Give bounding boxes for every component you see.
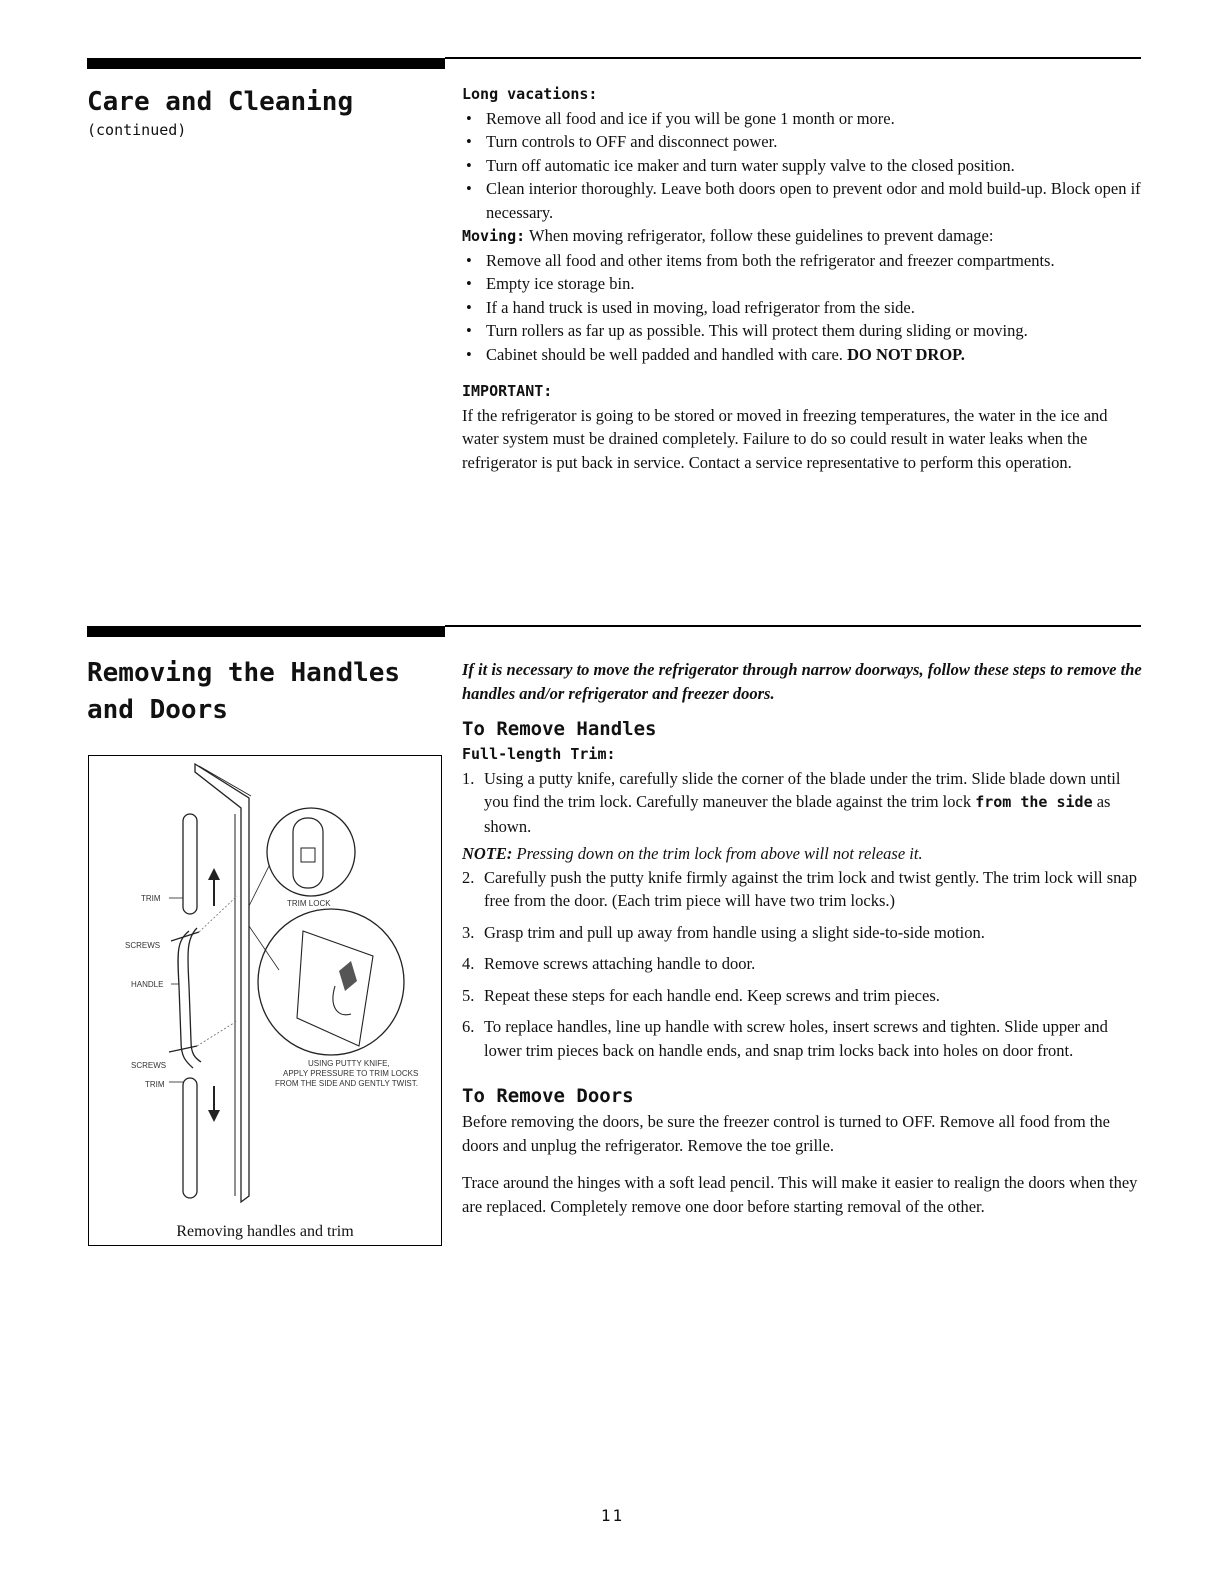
fig-label: APPLY PRESSURE TO TRIM LOCKS <box>283 1069 419 1078</box>
fig-label: FROM THE SIDE AND GENTLY TWIST. <box>275 1079 418 1088</box>
step-text: Repeat these steps for each handle end. Keep screws and trim pieces. <box>484 985 940 1005</box>
step-number: 5. <box>462 985 475 1005</box>
fig-label: TRIM <box>141 894 161 903</box>
title-line: and Doors <box>87 695 228 725</box>
moving-label: Moving: <box>462 227 526 245</box>
note-text: Pressing down on the trim lock from above will not release it. <box>516 844 923 863</box>
handles-column <box>462 658 1146 1218</box>
list-item: • If a hand truck is used in moving, load refrigerator from the side. <box>462 296 1146 320</box>
long-vacations-label: Long vacations: <box>462 85 598 103</box>
section-rule-thick <box>87 626 445 637</box>
step-emphasis: from the side <box>975 793 1093 811</box>
handles-figure <box>88 755 442 1246</box>
list-item: • Turn controls to OFF and disconnect power. <box>462 130 1146 154</box>
section-subtitle: (continued) <box>87 121 187 139</box>
step-text: Using a putty knife, carefully slide the corner of the blade under the trim. Slide blade down until you find the trim lock. Carefully maneuver the blade against the trim lock <box>484 768 1121 811</box>
list-item: • Empty ice storage bin. <box>462 272 1146 296</box>
step-number: 1. <box>462 768 475 788</box>
list-item: • Turn rollers as far up as possible. This will protect them during sliding or moving. <box>462 319 1146 343</box>
handles-intro: If it is necessary to move the refrigerator through narrow doorways, follow these steps to remove the handles and/or refrigerator and freezer doors. <box>462 660 1142 703</box>
remove-handles-heading: To Remove Handles <box>462 718 657 740</box>
note <box>462 842 1146 866</box>
list-item <box>462 952 1146 976</box>
list-item: • Remove all food and ice if you will be gone 1 month or more. <box>462 107 1146 131</box>
note-label: NOTE: <box>462 844 513 863</box>
list-item <box>462 984 1146 1008</box>
long-vacations-list <box>462 107 1146 225</box>
page-number: 11 <box>600 1506 625 1525</box>
do-not-drop-warning: DO NOT DROP. <box>847 344 965 364</box>
remove-doors-heading: To Remove Doors <box>462 1085 634 1107</box>
important-text: If the refrigerator is going to be stored or moved in freezing temperatures, the water in the ice and water system must be drained completely. Failure to do so could result in water leaks when the refrigerator is put back in service. Contact a service representative to perform this operation. <box>462 405 1108 472</box>
important-label: IMPORTANT: <box>462 382 553 400</box>
list-item: • Remove all food and other items from both the refrigerator and freezer compartments. <box>462 249 1146 273</box>
fig-label: SCREWS <box>131 1061 167 1070</box>
fig-label: TRIM <box>145 1080 165 1089</box>
step-number: 4. <box>462 954 475 973</box>
step-number: 3. <box>462 922 475 942</box>
list-item <box>462 921 1146 945</box>
step-number: 2. <box>462 867 475 887</box>
list-item <box>462 1015 1146 1062</box>
care-column <box>462 83 1146 474</box>
step-text: Carefully push the putty knife firmly against the trim lock and twist gently. The trim lock will snap free from the door. (Each trim piece will have two trim locks.) <box>484 867 1138 910</box>
step-text: Remove screws attaching handle to door. <box>484 954 756 973</box>
step-text: as shown. <box>484 792 1111 836</box>
section-rule-thin <box>445 625 1141 627</box>
list-item: • Turn off automatic ice maker and turn water supply valve to the closed position. <box>462 154 1146 178</box>
step-text: To replace handles, line up handle with screw holes, insert screws and tighten. Slide upper and lower trim pieces back on handle ends, and snap trim locks back into holes on door front. <box>484 1017 1108 1060</box>
section-title-handles <box>87 655 400 729</box>
list-item <box>462 767 1146 839</box>
list-item-text: Cabinet should be well padded and handled with care. <box>486 344 843 364</box>
step-text: Grasp trim and pull up away from handle using a slight side-to-side motion. <box>484 922 985 942</box>
remove-doors-para: Before removing the doors, be sure the freezer control is turned to OFF. Remove all food from the doors and unplug the refrigerator. Remove the toe grille. <box>462 1112 1110 1155</box>
list-item <box>462 343 1146 367</box>
list-item <box>462 866 1146 913</box>
fig-label: SCREWS <box>125 941 161 950</box>
fig-label: HANDLE <box>131 980 164 989</box>
fig-label: TRIM LOCK <box>287 899 331 908</box>
handles-steps <box>462 866 1146 1063</box>
step-number: 6. <box>462 1017 475 1036</box>
full-length-trim-label: Full-length Trim: <box>462 745 616 763</box>
figure-caption: Removing handles and trim <box>176 1223 354 1240</box>
section-rule-thick <box>87 58 445 69</box>
moving-intro-text: When moving refrigerator, follow these guidelines to prevent damage: <box>529 226 994 245</box>
fig-label: USING PUTTY KNIFE, <box>308 1059 390 1068</box>
moving-intro <box>462 224 1146 249</box>
handle-removal-illustration <box>89 756 443 1247</box>
title-line: Removing the Handles <box>87 658 401 688</box>
moving-list <box>462 249 1146 367</box>
section-title-care: Care and Cleaning <box>87 87 354 117</box>
section-rule-thin <box>445 57 1141 59</box>
remove-doors-para: Trace around the hinges with a soft lead pencil. This will make it easier to realign the doors when they are replaced. Completely remove one door before starting removal of the other. <box>462 1173 1138 1216</box>
handles-steps <box>462 767 1146 839</box>
list-item: • Clean interior thoroughly. Leave both doors open to prevent odor and mold build-up. Block open if necessary. <box>462 177 1146 224</box>
